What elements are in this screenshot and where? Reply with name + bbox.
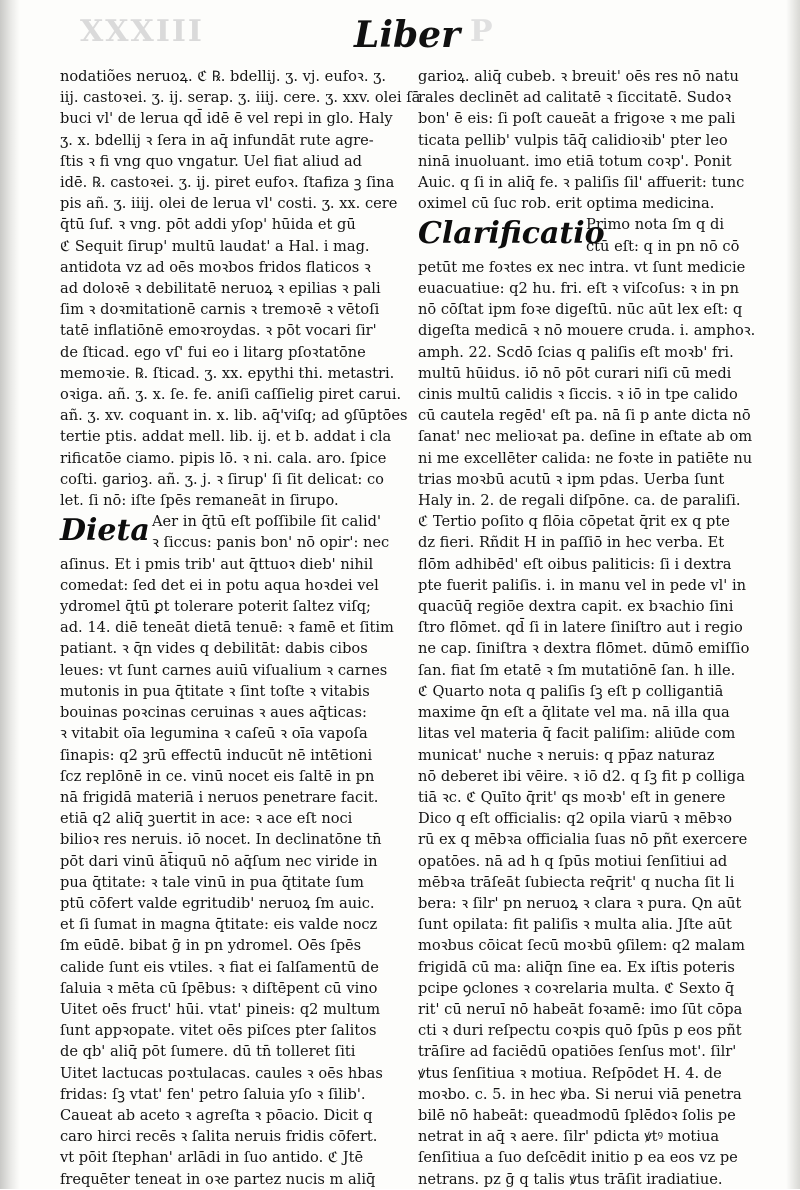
text-line: maxime q̄n eſt a q̄litate vel ma. nā illa qua xyxy=(418,704,730,722)
text-line: litas vel materia q̄ facit paliſim: aliūde com xyxy=(418,725,736,743)
text-line: quacūq̄ regiōe dextra capit. ex bꝛachio ſini xyxy=(418,598,734,616)
text-line: ſm eūdē. bibat ḡ in pn ydromel. Oēs ſpēs xyxy=(60,937,362,955)
text-line: ad. 14. diē teneāt dietā tenuē: ꝛ famē et ſitim xyxy=(60,619,394,637)
left-page-edge xyxy=(0,0,20,1189)
right-page-edge xyxy=(786,0,800,1189)
text-line: cinis multū calidis ꝛ ſiccis. ꝛ iō in tpe calido xyxy=(418,386,738,404)
text-line: pōt dari vinū āt̄iquū nō aq̄ſum nec viride in xyxy=(60,852,378,870)
text-line: mutonis in pua q̄titate ꝛ ſint toſte ꝛ vitabis xyxy=(60,682,370,700)
text-line: bouinas poꝛcinas ceruinas ꝛ aues aq̄ticas: xyxy=(60,704,367,722)
text-line: Primo nota ſm q di xyxy=(586,216,724,234)
text-line: bon' ē eis: ſi poſt caueāt a frigoꝛe ꝛ me pali xyxy=(418,110,736,128)
text-line: tiā ꝛc. ℭ Quīto q̄rit' qs moꝛb' eſt in genere xyxy=(418,788,726,806)
text-line: ꝟtus ſenſitiua ꝛ motiua. Reſpōdet H. 4. de xyxy=(418,1064,722,1082)
text-line: ʒ. x. bdellij ꝛ ſera in aq̄ infundāt rute agre- xyxy=(60,131,374,149)
text-line: trias moꝛbū acutū ꝛ ipm pdas. Uerba ſunt xyxy=(418,470,725,488)
text-line: leues: vt ſunt carnes auiū viſualium ꝛ carnes xyxy=(60,661,388,679)
text-line: trāſire ad faciēdū opatiōes ſenſus mot'. ſilr' xyxy=(418,1043,737,1061)
text-line: iij. castoꝛei. ʒ. ij. serap. ʒ. iiij. cere. ʒ. xxv. olei ſā xyxy=(60,89,421,107)
text-line: etiā q2 aliq̄ ꝫuertit in ace: ꝛ ace eſt noci xyxy=(60,810,353,828)
text-line: ſaluia ꝛ mēta cū ſpēbus: ꝛ diſtēpent cū vino xyxy=(60,979,378,997)
text-line: fridas: ſꝫ vtat' fen' petro ſaluia yſo ꝛ ſilib'. xyxy=(60,1085,366,1103)
text-line: tertie ptis. addat mell. lib. ij. et b. addat i cla xyxy=(60,428,392,446)
text-line: frequēter teneat in oꝛe partez nucis m aliq̄ xyxy=(60,1170,376,1188)
text-line: nā frigidā materiā i neruos penetrare facit. xyxy=(60,788,379,806)
text-line: buci vl' de lerua qd̄ idē ē vel repi in glo. Haly xyxy=(60,110,393,128)
text-line: moꝛbus cōicat ſecū moꝛbū ꝯſilem: q2 malam xyxy=(418,937,745,955)
text-line: petūt me foꝛtes ex nec intra. vt ſunt medicie xyxy=(418,258,746,276)
text-line: comedat: ſed det ei in potu aqua hoꝛdei vel xyxy=(60,576,379,594)
text-line: nodatiões neruoꝝ. ℭ ℞. bdellij. ʒ. vj. eufoꝛ. ʒ. xyxy=(60,68,386,85)
text-line: ſinapis: q2 ꝫrū effectū inducūt nē intētioni xyxy=(60,746,373,764)
text-line: tatē inflatiōnē emoꝛroydas. ꝛ pōt vocari ſir' xyxy=(60,322,377,340)
text-line: ꝛ ſiccus: panis bon' nō opir': nec xyxy=(152,534,390,552)
text-line: amph. 22. Scdō ſcias q paliſis eſt moꝛb' fri. xyxy=(418,343,734,361)
ghost-show-through-letter: P xyxy=(470,14,493,49)
text-line: ticata pellib' vulpis tāq̄ calidioꝛib' pter leo xyxy=(418,131,728,149)
text-line: let. ſi nō: iſte ſpēs remaneāt in ſirupo. xyxy=(60,492,339,510)
text-line: rū ex q mēbꝛa officialia ſuas nō pñt exercere xyxy=(418,831,748,849)
ghost-folio-number: XXXIII xyxy=(80,14,204,49)
text-line: netrat in aq̄ ꝛ aere. ſilr' pdicta ꝟtꝰ motiua xyxy=(418,1128,720,1146)
text-line: rit' cū neruī nō habeāt foꝛamē: imo ſūt cōpa xyxy=(418,1000,743,1018)
text-line: q̄tū ſuf. ꝛ vng. pōt addi yſop' hūida et gū xyxy=(60,216,356,234)
running-head: Liber xyxy=(354,14,461,56)
text-line: et ſi ſumat in magna q̄titate: eis valde nocz xyxy=(60,916,378,934)
text-line: nō cōſtat ipm foꝛe digeſtū. nūc aūt lex eſt: q xyxy=(418,301,743,319)
text-line: caro hirci recēs ꝛ ſalita neruis fridis cōfert. xyxy=(60,1128,378,1146)
dieta-heading-row xyxy=(60,511,400,553)
right-intro-paragraph xyxy=(418,66,766,214)
text-line: memoꝛie. ℞. ſticad. ʒ. xx. epythi thi. metastri. xyxy=(60,364,395,382)
text-line: oꝛiga. añ. ʒ. x. ſe. fe. aniſi caſſielig piret carui. xyxy=(60,386,402,404)
text-line: ſanat' nec melioꝛat pa. deſine in eſtate ab om xyxy=(418,428,753,446)
left-intro-paragraph xyxy=(60,66,421,511)
text-line: ſunt appꝛopate. vitet oēs piſces pter ſalitos xyxy=(60,1022,377,1040)
text-line: rales declinēt ad calitatē ꝛ ſiccitatē. Sudoꝛ xyxy=(418,89,732,107)
text-line: de ſticad. ego vſ' fui eo i litarg pſoꝛtatōne xyxy=(60,343,366,361)
text-line: ydromel q̄tū ꝑt tolerare poterit ſaltez viſq; xyxy=(60,598,371,616)
text-line: ſim ꝛ doꝛmitationē carnis ꝛ tremoꝛē ꝛ vētoſi xyxy=(60,301,380,319)
dieta-heading: Dieta xyxy=(60,513,150,549)
text-line: patiant. ꝛ q̄n vides q debilitāt: dabis cibos xyxy=(60,640,368,658)
text-line: garioꝝ. aliq̄ cubeb. ꝛ breuit' oēs res nō natu xyxy=(418,68,739,85)
text-line: Dico q eſt officialis: q2 opila viarū ꝛ mēbꝛo xyxy=(418,810,733,828)
text-line: añ. ʒ. xv. coquant in. x. lib. aq̄'viſq; ad ꝯſūptōes xyxy=(60,407,408,425)
text-line: bilē nō habeāt: queadmodū ſplēdoꝛ ſolis pe xyxy=(418,1106,736,1124)
text-line: aſinus. Et i pmis trib' aut q̄ttuoꝛ dieb' nihil xyxy=(60,555,374,573)
clarificatio-side-lines xyxy=(586,214,766,256)
text-line: ad doloꝛē ꝛ debilitatē neruoꝝ ꝛ epilias ꝛ pali xyxy=(60,280,381,298)
text-line: ℭ Tertio poſito q flōia cōpetat q̄rit ex q pte xyxy=(418,513,730,531)
text-line: ſcz replōnē in ce. vinū nocet eis ſaltē in pn xyxy=(60,767,375,785)
text-line: Haly in. 2. de regali diſpōne. ca. de paraliſi. xyxy=(418,492,741,510)
text-line: Caueat ab aceto ꝛ agreſta ꝛ pōacio. Dicit q xyxy=(60,1106,373,1124)
text-line: idē. ℞. castoꝛei. ʒ. ij. piret eufoꝛ. ſtafiza ꝫ ſina xyxy=(60,174,395,192)
dieta-side-lines xyxy=(152,511,400,553)
text-line: opatōes. nā ad h q ſpūs motiui ſenſitiui ad xyxy=(418,852,728,870)
text-line: pua q̄titate: ꝛ tale vinū in pua q̄titate ſum xyxy=(60,873,364,891)
clarificatio-heading-row xyxy=(418,214,766,256)
text-line: municat' nuche ꝛ neruis: q pp̄az naturaz xyxy=(418,746,715,764)
text-line: ℭ Sequit ſirup' multū laudat' a Hal. i mag. xyxy=(60,237,370,255)
text-line: de qb' aliq̄ pōt ſumere. dū tn̄ tolleret ſiti xyxy=(60,1043,356,1061)
text-line: ſtro flōmet. qd̄ ſi in latere ſiniſtro aut i regio xyxy=(418,619,743,637)
text-line: ſan. fiat ſm etatē ꝛ ſm mutatiōnē ſan. h ille. xyxy=(418,661,736,679)
text-line: coſti. garioꝫ. añ. ʒ. j. ꝛ ſirup' ſi ſit delicat: co xyxy=(60,470,384,488)
text-line: Aer in q̄tū eſt poſſibile ſit calid' xyxy=(152,513,381,531)
text-line: vt pōit ſtephan' arlādi in ſuo antido. ℭ Jtē xyxy=(60,1149,364,1167)
clarificatio-paragraph xyxy=(418,257,766,1190)
text-line: ℭ Quarto nota q paliſis ſꝫ eſt p colligantiā xyxy=(418,682,724,700)
text-line: multū hūidus. iō nō pōt curari niſi cū medi xyxy=(418,364,732,382)
text-line: euacuatiue: q2 hu. fri. eſt ꝛ viſcoſus: ꝛ in pn xyxy=(418,280,740,298)
text-line: oximel cū ſuc rob. erit optima medicina. xyxy=(418,195,715,213)
text-line: bilioꝛ res neruis. iō nocet. In declinatōne tn̄ xyxy=(60,831,382,849)
text-line: Uitet lactucas poꝛtulacas. caules ꝛ oēs hbas xyxy=(60,1064,383,1082)
text-line: ꝛ vitabit oīa legumina ꝛ caſeū ꝛ oīa vapoſa xyxy=(60,725,368,743)
clarificatio-heading: Clarificatio xyxy=(418,216,605,252)
text-line: ni me excellēter calida: ne foꝛte in patiēte nu xyxy=(418,449,753,467)
text-line: ſenſitiua a ſuo deſcēdit initio p ea eos vz pe xyxy=(418,1149,738,1167)
text-line: nō deberet ibi vēire. ꝛ iō d2. q ſꝫ fit p colliga xyxy=(418,767,745,785)
left-column xyxy=(60,66,421,1188)
text-line: dz fieri. Rñdit H in paſſiō in hec verba. Et xyxy=(418,534,725,552)
text-line: frigidā cū ma: aliq̄n ſine ea. Ex iſtis poteris xyxy=(418,958,735,976)
text-line: digeſta medicā ꝛ nō mouere cruda. i. amphoꝛ. xyxy=(418,322,756,340)
text-line: flōm adhibēd' eſt oibus paliticis: ſi i dextra xyxy=(418,555,732,573)
text-line: ſtis ꝛ fi vng quo vngatur. Uel fiat aliud ad xyxy=(60,152,363,170)
text-line: Uitet oēs fruct' hūi. vtat' pineis: q2 multum xyxy=(60,1000,381,1018)
text-line: ctū eſt: q in pn nō cō xyxy=(586,237,740,255)
text-line: antidota vz ad oēs moꝛbos fridos flaticos ꝛ xyxy=(60,258,371,276)
text-line: cū cautela regēd' eſt pa. nā ſi p ante dicta nō xyxy=(418,407,751,425)
text-line: pis añ. ʒ. iiij. olei de lerua vl' costi. ʒ. xx. cere xyxy=(60,195,398,213)
text-line: bera: ꝛ ſilr' pn neruoꝝ ꝛ clara ꝛ pura. Qn aūt xyxy=(418,894,742,912)
text-line: ſunt opilata: fit paliſis ꝛ multa alia. Jſte aūt xyxy=(418,916,732,934)
text-line: ptū cōfert valde egritudib' neruoꝝ ſm auic. xyxy=(60,894,375,912)
text-line: calide ſunt eis vtiles. ꝛ fiat ei ſalſamentū de xyxy=(60,958,379,976)
dieta-paragraph xyxy=(60,554,400,1190)
text-line: ninā inuoluant. imo etiā totum coꝛp'. Ponit xyxy=(418,152,732,170)
text-line: pcipe ꝯclones ꝛ coꝛrelaria multa. ℭ Sexto q̄ xyxy=(418,979,735,997)
text-line: netrans. pz ḡ q talis ꝟtus trāſit iradiatiue. xyxy=(418,1170,723,1188)
text-line: pte fuerit paliſis. i. in manu vel in pede vl' in xyxy=(418,576,747,594)
text-line: rificatōe ciamo. pipis lō. ꝛ ni. cala. aro. ſpice xyxy=(60,449,387,467)
right-column xyxy=(418,66,766,1188)
text-line: cti ꝛ duri reſpectu coꝛpis quō ſpūs p eos pñt xyxy=(418,1022,742,1040)
text-line: ne cap. ſiniſtra ꝛ dextra flōmet. dūmō emiſſio xyxy=(418,640,750,658)
text-line: moꝛbo. c. 5. in hec ꝟba. Si nerui viā penetra xyxy=(418,1085,742,1103)
text-line: mēbꝛa trāſeāt ſubiecta req̄rit' q nucha ſit li xyxy=(418,873,735,891)
text-line: Auic. q ſi in aliq̄ fe. ꝛ paliſis ſil' affuerit: tunc xyxy=(418,174,745,192)
